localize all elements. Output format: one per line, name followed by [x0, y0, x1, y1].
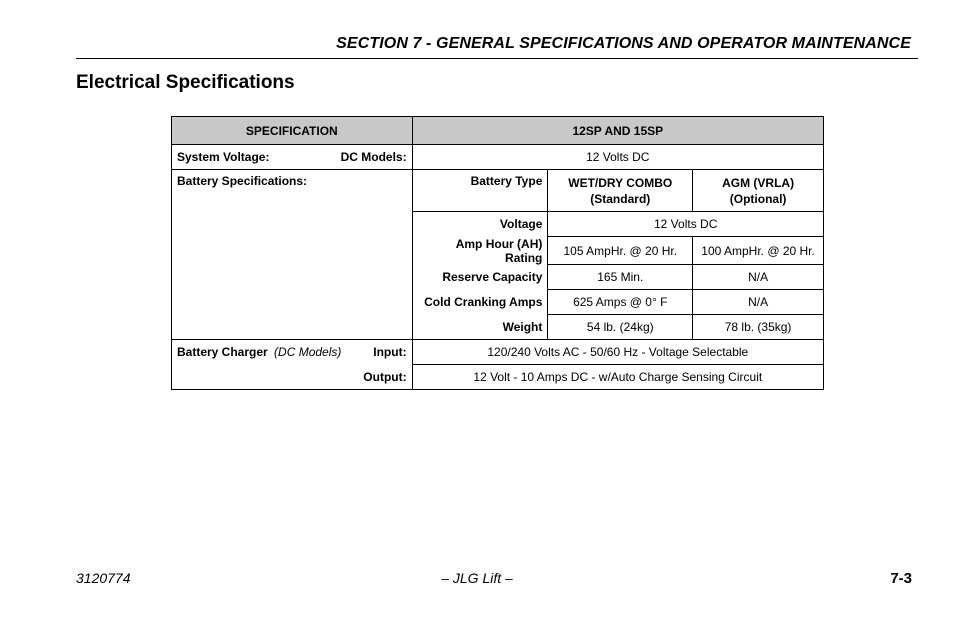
table-row-reserve-capacity — [172, 265, 824, 290]
column-header-specification: SPECIFICATION — [172, 117, 413, 145]
table-row-charger-input — [172, 340, 824, 365]
charger-output-label: Output: — [363, 369, 407, 384]
cold-cranking-label: Cold Cranking Amps — [412, 290, 548, 315]
amp-hour-standard: 105 AmpHr. @ 20 Hr. — [548, 237, 693, 265]
battery-type-optional: AGM (VRLA) (Optional) — [693, 170, 824, 212]
weight-optional: 78 lb. (35kg) — [693, 315, 824, 340]
cold-cranking-optional: N/A — [693, 290, 824, 315]
charger-output-value: 12 Volt - 10 Amps DC - w/Auto Charge Sensing Circuit — [412, 365, 823, 390]
battery-charger-label: Battery Charger — [177, 345, 268, 360]
system-voltage-label: System Voltage: — [177, 150, 270, 164]
blank-cell — [172, 290, 413, 315]
electrical-spec-table — [171, 116, 824, 390]
footer-brand: – JLG Lift – — [441, 570, 513, 586]
reserve-capacity-standard: 165 Min. — [548, 265, 693, 290]
charger-input-label-cell — [172, 340, 413, 365]
weight-label: Weight — [412, 315, 548, 340]
blank-cell — [172, 212, 413, 237]
column-header-models: 12SP AND 15SP — [412, 117, 823, 145]
table-row-charger-output — [172, 365, 824, 390]
amp-hour-label: Amp Hour (AH) Rating — [412, 237, 548, 265]
charger-input-value: 120/240 Volts AC - 50/60 Hz - Voltage Selectable — [412, 340, 823, 365]
battery-spec-label-cell — [172, 170, 413, 212]
header-divider — [76, 58, 918, 59]
table-row-system-voltage — [172, 145, 824, 170]
table-row-amp-hour — [172, 237, 824, 265]
charger-input-label: Input: — [373, 345, 407, 360]
battery-type-label: Battery Type — [412, 170, 548, 212]
table-row-cold-cranking — [172, 290, 824, 315]
table-row-voltage — [172, 212, 824, 237]
charger-output-label-cell — [172, 365, 413, 390]
weight-standard: 54 lb. (24kg) — [548, 315, 693, 340]
reserve-capacity-optional: N/A — [693, 265, 824, 290]
blank-cell — [172, 315, 413, 340]
system-voltage-label-cell — [172, 145, 413, 170]
page-number: 7-3 — [890, 570, 912, 587]
table-row-weight — [172, 315, 824, 340]
section-title: SECTION 7 - GENERAL SPECIFICATIONS AND OPERATOR MAINTENANCE — [336, 35, 911, 52]
doc-number: 3120774 — [76, 570, 131, 586]
reserve-capacity-label: Reserve Capacity — [412, 265, 548, 290]
voltage-value: 12 Volts DC — [548, 212, 824, 237]
amp-hour-optional: 100 AmpHr. @ 20 Hr. — [693, 237, 824, 265]
battery-type-standard: WET/DRY COMBO (Standard) — [548, 170, 693, 212]
system-voltage-value: 12 Volts DC — [412, 145, 823, 170]
table-header-row — [172, 117, 824, 145]
table-row-battery-type — [172, 170, 824, 212]
battery-spec-label: Battery Specifications: — [177, 174, 308, 188]
blank-cell — [172, 237, 413, 265]
cold-cranking-standard: 625 Amps @ 0° F — [548, 290, 693, 315]
voltage-label: Voltage — [412, 212, 548, 237]
blank-cell — [172, 265, 413, 290]
dc-models-label: DC Models: — [340, 150, 407, 164]
page-title: Electrical Specifications — [76, 72, 295, 93]
dc-models-note: (DC Models) — [274, 345, 342, 360]
